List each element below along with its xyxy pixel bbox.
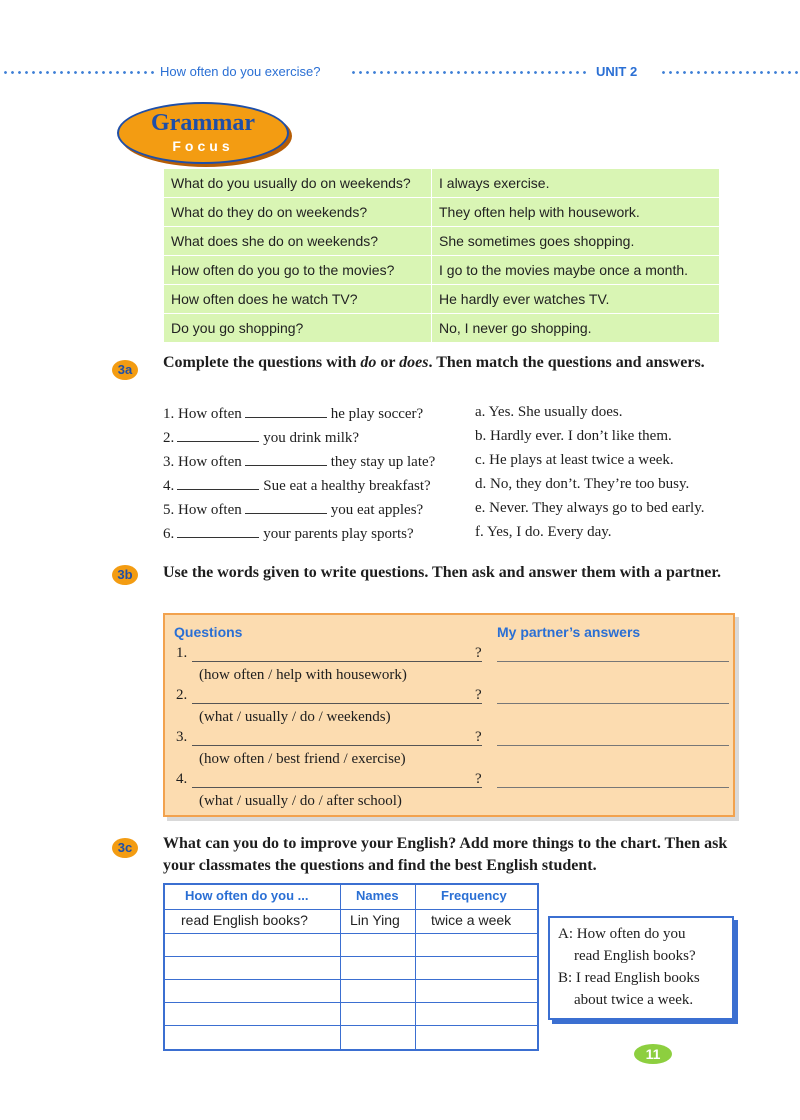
activity-3c-badge: 3c <box>112 838 138 858</box>
dialogue-line: about twice a week. <box>574 992 694 1008</box>
table-cell: What do they do on weekends? <box>164 198 432 227</box>
header-dots-middle <box>350 71 586 74</box>
header-unit: UNIT 2 <box>596 64 638 79</box>
question-write-line[interactable] <box>192 787 482 788</box>
question-text: 3. How often <box>163 454 242 470</box>
partner-answer-line[interactable] <box>497 703 729 704</box>
chart-header-names: Names <box>356 888 399 903</box>
question-number: 2. <box>176 687 188 703</box>
header-dots-left <box>2 71 157 74</box>
chart-cell-activity: read English books? <box>181 912 308 928</box>
question-mark: ? <box>475 645 482 661</box>
grammar-focus-title: Grammar <box>151 110 255 136</box>
survey-chart <box>163 883 539 1051</box>
question-1 <box>163 404 423 423</box>
question-hint: (how often / help with housework) <box>199 667 407 683</box>
question-number: 3. <box>176 729 188 745</box>
dialogue-line: A: How often do you <box>558 926 686 942</box>
activity-3c-instruction: What can you do to improve your English? Add more things to the chart. Then ask your classmates the questions and find the best English student. <box>163 835 728 874</box>
question-write-line[interactable] <box>192 661 482 662</box>
question-mark: ? <box>475 687 482 703</box>
question-write-line[interactable] <box>192 745 482 746</box>
chart-row-divider <box>165 909 537 910</box>
activity-3a-instruction <box>163 352 743 374</box>
question-text: 2. <box>163 430 175 446</box>
table-cell: I go to the movies maybe once a month. <box>432 256 720 285</box>
question-text: you drink milk? <box>263 430 360 446</box>
chart-cell-name: Lin Ying <box>350 912 400 928</box>
answer-blank[interactable] <box>177 428 259 442</box>
question-text: he play soccer? <box>330 406 424 422</box>
partner-answer-line[interactable] <box>497 745 729 746</box>
instruction-text: . Then match the questions and answers. <box>428 354 705 371</box>
question-text: 1. How often <box>163 406 242 422</box>
answer-blank[interactable] <box>245 500 327 514</box>
question-hint: (what / usually / do / after school) <box>199 793 402 809</box>
chart-row-divider <box>165 933 537 934</box>
table-row <box>164 256 720 285</box>
dialogue-line: read English books? <box>574 948 696 964</box>
table-cell: What do you usually do on weekends? <box>164 169 432 198</box>
question-text: Sue eat a healthy breakfast? <box>263 478 431 494</box>
instruction-text: Complete the questions with <box>163 354 361 371</box>
questions-heading: Questions <box>174 624 243 640</box>
question-hint: (how often / best friend / exercise) <box>199 751 406 767</box>
chart-row-divider <box>165 979 537 980</box>
answer-blank[interactable] <box>177 476 259 490</box>
dialogue-line: B: I read English books <box>558 970 700 986</box>
activity-3b-instruction: Use the words given to write questions. Then ask and answer them with a partner. <box>163 564 721 581</box>
table-row <box>164 169 720 198</box>
table-cell: Do you go shopping? <box>164 314 432 343</box>
partner-answer-line[interactable] <box>497 787 729 788</box>
grammar-focus-badge <box>117 102 289 164</box>
table-row <box>164 285 720 314</box>
page-header <box>0 62 800 82</box>
table-cell: What does she do on weekends? <box>164 227 432 256</box>
question-text: 6. <box>163 526 175 542</box>
chart-row-divider <box>165 1002 537 1003</box>
dialogue-box <box>548 916 734 1020</box>
question-write-line[interactable] <box>192 703 482 704</box>
question-text: you eat apples? <box>330 502 424 518</box>
answer-e: e. Never. They always go to bed early. <box>475 500 705 516</box>
table-row <box>164 314 720 343</box>
instruction-text: or <box>376 354 400 371</box>
instruction-does: does <box>399 354 429 371</box>
header-title: How often do you exercise? <box>160 64 321 79</box>
activity-3a-badge: 3a <box>112 360 138 380</box>
page-number: 11 <box>634 1044 672 1064</box>
table-cell: She sometimes goes shopping. <box>432 227 720 256</box>
question-hint: (what / usually / do / weekends) <box>199 709 391 725</box>
table-cell: He hardly ever watches TV. <box>432 285 720 314</box>
instruction-do: do <box>360 354 377 371</box>
table-row <box>164 227 720 256</box>
header-dots-right <box>660 71 798 74</box>
chart-cell-frequency: twice a week <box>431 912 512 928</box>
answer-b: b. Hardly ever. I don’t like them. <box>475 428 672 444</box>
question-mark: ? <box>475 771 482 787</box>
question-number: 4. <box>176 771 188 787</box>
table-cell: They often help with housework. <box>432 198 720 227</box>
grammar-table <box>163 168 720 343</box>
answer-blank[interactable] <box>177 524 259 538</box>
partner-answer-line[interactable] <box>497 661 729 662</box>
question-5 <box>163 500 423 519</box>
table-cell: I always exercise. <box>432 169 720 198</box>
table-cell: No, I never go shopping. <box>432 314 720 343</box>
question-text: they stay up late? <box>330 454 436 470</box>
question-text: your parents play sports? <box>263 526 414 542</box>
chart-header-frequency: Frequency <box>441 888 507 903</box>
activity-3b-badge: 3b <box>112 565 138 585</box>
answer-c: c. He plays at least twice a week. <box>475 452 674 468</box>
chart-row-divider <box>165 1025 537 1026</box>
question-mark: ? <box>475 729 482 745</box>
question-number: 1. <box>176 645 188 661</box>
answer-blank[interactable] <box>245 452 327 466</box>
question-3 <box>163 452 435 471</box>
table-row <box>164 198 720 227</box>
grammar-focus-subtitle: Focus <box>172 138 234 154</box>
table-cell: How often does he watch TV? <box>164 285 432 314</box>
question-text: 5. How often <box>163 502 242 518</box>
questions-box <box>163 613 735 817</box>
answer-a: a. Yes. She usually does. <box>475 404 623 420</box>
answer-f: f. Yes, I do. Every day. <box>475 524 612 540</box>
question-text: 4. <box>163 478 175 494</box>
question-6 <box>163 524 414 543</box>
chart-header-how-often: How often do you ... <box>185 888 309 903</box>
answer-d: d. No, they don’t. They’re too busy. <box>475 476 690 492</box>
question-2 <box>163 428 359 447</box>
answer-blank[interactable] <box>245 404 327 418</box>
chart-row-divider <box>165 956 537 957</box>
table-cell: How often do you go to the movies? <box>164 256 432 285</box>
question-4 <box>163 476 431 495</box>
partner-answers-heading: My partner’s answers <box>497 624 641 640</box>
